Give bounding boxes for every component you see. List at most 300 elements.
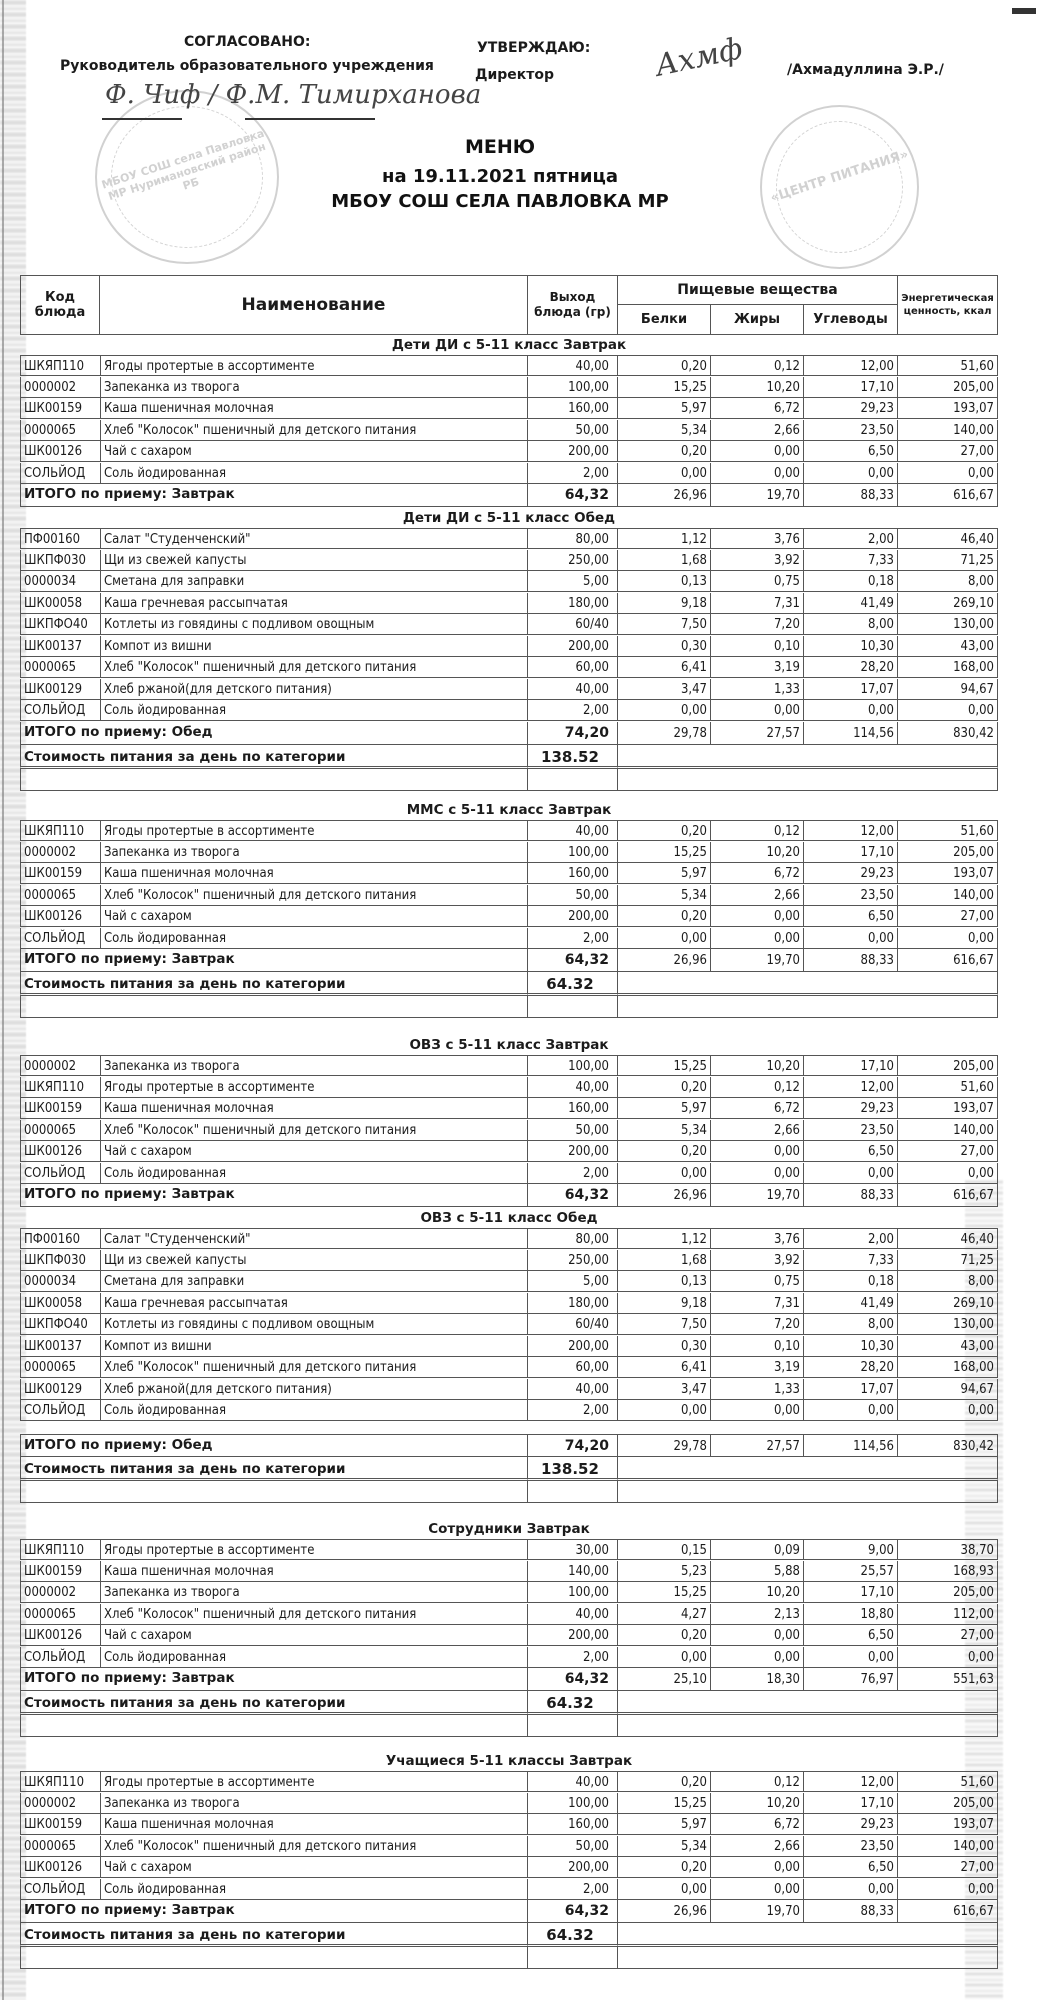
cell-e: 94,67 [897,1379,998,1400]
blank-cell [617,996,998,1018]
table-row [20,593,998,614]
cell-b: 0,20 [617,1857,710,1878]
cell-f: 0,00 [710,1141,803,1162]
cell-b: 15,25 [617,377,710,398]
table-row [20,1647,998,1668]
cell-b: 0,00 [617,700,710,721]
cost-value: 64.32 [527,1923,617,1947]
cell-code: 0000065 [20,657,100,678]
cell-name: Каша пшеничная молочная [100,1814,527,1835]
cell-b: 5,97 [617,1814,710,1835]
blank-row [20,996,998,1018]
cell-f: 10,20 [710,842,803,863]
cell-u: 12,00 [803,820,897,841]
cell-u: 17,10 [803,377,897,398]
cell-out: 80,00 [527,528,617,549]
cell-u: 2,00 [803,528,897,549]
cell-e: 71,25 [897,1250,998,1271]
table-row [20,1271,998,1292]
table-row [20,1400,998,1421]
cell-b: 5,34 [617,1836,710,1857]
cell-out: 40,00 [527,1379,617,1400]
cell-f: 0,00 [710,1647,803,1668]
cell-name: Соль йодированная [100,928,527,949]
cell-out: 2,00 [527,1647,617,1668]
cell-e: 0,00 [897,463,998,484]
cell-u: 29,23 [803,863,897,884]
cell-e: 46,40 [897,1228,998,1249]
table-row [20,1857,998,1878]
cell-name: Каша гречневая рассыпчатая [100,1293,527,1314]
cost-row [20,1923,998,1947]
cell-b: 0,30 [617,1336,710,1357]
section-title: Сотрудники Завтрак [428,1521,590,1537]
total-f: 27,57 [710,722,803,745]
table-row [20,550,998,571]
cell-b: 0,20 [617,1077,710,1098]
catering-stamp: «ЦЕНТР ПИТАНИЯ» [760,105,919,269]
table-row [20,571,998,592]
cell-e: 0,00 [897,1163,998,1184]
cell-f: 6,72 [710,863,803,884]
cell-name: Соль йодированная [100,1163,527,1184]
cost-label: Стоимость питания за день по категории [20,1691,527,1715]
cost-value: 138.52 [527,1457,617,1481]
cell-out: 160,00 [527,1098,617,1119]
cell-b: 0,15 [617,1539,710,1560]
table-row [20,928,998,949]
total-out: 74,20 [527,722,617,745]
table-row [20,1077,998,1098]
cell-b: 0,13 [617,1271,710,1292]
total-label: ИТОГО по приему: Завтрак [20,949,527,972]
cell-f: 0,75 [710,1271,803,1292]
total-row [20,1668,998,1691]
cell-name: Соль йодированная [100,700,527,721]
total-e: 551,63 [897,1668,998,1691]
total-row [20,1184,998,1207]
cell-out: 50,00 [527,420,617,441]
cell-name: Хлеб "Колосок" пшеничный для детского питания [100,1604,527,1625]
cell-u: 8,00 [803,1314,897,1335]
table-row [20,1771,998,1792]
cell-e: 112,00 [897,1604,998,1625]
cell-code: ШКЯП110 [20,355,100,376]
blank-cell [527,1481,617,1503]
cell-u: 8,00 [803,614,897,635]
cost-value: 64.32 [527,1691,617,1715]
cell-out: 160,00 [527,398,617,419]
cell-out: 160,00 [527,863,617,884]
blank-cell [20,1715,527,1737]
cell-e: 27,00 [897,441,998,462]
cell-code: СОЛЬЙОД [20,463,100,484]
cell-u: 23,50 [803,885,897,906]
cell-e: 140,00 [897,1120,998,1141]
cell-f: 0,00 [710,1400,803,1421]
cell-b: 7,50 [617,614,710,635]
cell-code: ШКЯП110 [20,820,100,841]
cell-u: 0,00 [803,928,897,949]
cell-out: 50,00 [527,885,617,906]
cell-code: ШКПФ030 [20,550,100,571]
cost-value: 64.32 [527,972,617,996]
cell-u: 17,07 [803,1379,897,1400]
header-name: Наименование [99,275,528,335]
table-row [20,1098,998,1119]
table-row [20,1836,998,1857]
table-row [20,355,998,376]
cell-b: 0,20 [617,355,710,376]
cell-u: 7,33 [803,550,897,571]
cell-code: 0000065 [20,1120,100,1141]
cell-f: 7,31 [710,1293,803,1314]
cost-row [20,972,998,996]
cell-name: Соль йодированная [100,1400,527,1421]
total-out: 74,20 [527,1434,617,1457]
cell-name: Чай с сахаром [100,441,527,462]
cell-name: Соль йодированная [100,1879,527,1900]
cell-e: 51,60 [897,820,998,841]
cell-code: 0000002 [20,1793,100,1814]
header-output: Выход блюда (гр) [527,275,618,335]
blank-cell [20,1947,527,1969]
cell-out: 2,00 [527,1163,617,1184]
cell-e: 193,07 [897,863,998,884]
cell-u: 12,00 [803,1077,897,1098]
header-energy: Энергетическая ценность, ккал [897,275,998,335]
blank-row [20,769,998,791]
total-f: 18,30 [710,1668,803,1691]
cell-u: 6,50 [803,906,897,927]
cell-out: 80,00 [527,1228,617,1249]
cell-name: Хлеб ржаной(для детского питания) [100,679,527,700]
table-row [20,1814,998,1835]
cell-name: Хлеб "Колосок" пшеничный для детского питания [100,1357,527,1378]
cell-f: 0,10 [710,636,803,657]
blank-row [20,1715,998,1737]
cell-name: Чай с сахаром [100,906,527,927]
section-title: ММС с 5-11 класс Завтрак [406,802,612,818]
total-b: 26,96 [617,484,710,507]
cell-name: Щи из свежей капусты [100,1250,527,1271]
table-row [20,863,998,884]
cell-e: 205,00 [897,377,998,398]
blank-cell [20,1481,527,1503]
cell-b: 3,47 [617,679,710,700]
cost-row [20,745,998,769]
cell-f: 0,75 [710,571,803,592]
cell-e: 193,07 [897,1814,998,1835]
cell-name: Хлеб "Колосок" пшеничный для детского питания [100,420,527,441]
cell-u: 2,00 [803,1228,897,1249]
cell-e: 94,67 [897,679,998,700]
cell-out: 60,00 [527,657,617,678]
cell-f: 7,20 [710,1314,803,1335]
cell-f: 3,92 [710,550,803,571]
cell-name: Котлеты из говядины с подливом овощным [100,1314,527,1335]
cell-b: 5,34 [617,885,710,906]
cell-f: 3,19 [710,1357,803,1378]
header-code: Код блюда [20,275,100,335]
total-out: 64,32 [527,1184,617,1207]
cell-code: СОЛЬЙОД [20,1879,100,1900]
total-b: 26,96 [617,949,710,972]
total-row [20,722,998,745]
cell-code: ШК00137 [20,636,100,657]
cell-u: 29,23 [803,398,897,419]
cell-name: Сметана для заправки [100,571,527,592]
cell-u: 0,00 [803,700,897,721]
table-row [20,1539,998,1560]
cell-out: 30,00 [527,1539,617,1560]
cell-u: 10,30 [803,1336,897,1357]
blank-row [20,1947,998,1969]
cell-name: Салат "Студенченский" [100,1228,527,1249]
cell-code: ШКПФ030 [20,1250,100,1271]
cell-e: 51,60 [897,355,998,376]
cell-code: 0000002 [20,377,100,398]
cell-e: 51,60 [897,1077,998,1098]
cost-row [20,1457,998,1481]
total-e: 616,67 [897,484,998,507]
cell-out: 40,00 [527,820,617,841]
cell-name: Компот из вишни [100,1336,527,1357]
total-row [20,949,998,972]
cell-e: 168,00 [897,1357,998,1378]
cell-f: 2,66 [710,1836,803,1857]
school-name: МБОУ СОШ СЕЛА ПАВЛОВКА МР [331,191,669,212]
table-row [20,820,998,841]
approver-name: /Ахмадуллина Э.Р./ [787,62,944,78]
cell-f: 0,00 [710,1625,803,1646]
cell-f: 0,00 [710,700,803,721]
cell-e: 0,00 [897,1879,998,1900]
table-row [20,1561,998,1582]
cell-name: Каша гречневая рассыпчатая [100,593,527,614]
cell-f: 2,66 [710,885,803,906]
cell-f: 2,13 [710,1604,803,1625]
table-row [20,842,998,863]
cell-name: Запеканка из творога [100,377,527,398]
cell-e: 27,00 [897,1141,998,1162]
cell-f: 0,00 [710,906,803,927]
cell-b: 7,50 [617,1314,710,1335]
cell-b: 5,97 [617,398,710,419]
cell-code: СОЛЬЙОД [20,700,100,721]
cell-code: ШК00058 [20,1293,100,1314]
cell-out: 100,00 [527,377,617,398]
cell-out: 100,00 [527,1582,617,1603]
approve-label: УТВЕРЖДАЮ: [477,40,591,56]
section-title: ОВЗ с 5-11 класс Обед [420,1210,598,1226]
cell-u: 41,49 [803,593,897,614]
table-row [20,1228,998,1249]
cell-f: 0,12 [710,355,803,376]
cell-code: 0000034 [20,1271,100,1292]
agreed-signature: Ф. Чиф / Ф.М. Тимирханова [105,80,482,110]
table-row [20,1582,998,1603]
total-label: ИТОГО по приему: Завтрак [20,1668,527,1691]
cell-code: ШК00129 [20,1379,100,1400]
cell-e: 0,00 [897,1647,998,1668]
cell-out: 250,00 [527,1250,617,1271]
table-row [20,636,998,657]
blank-cell [617,1947,998,1969]
cell-name: Чай с сахаром [100,1141,527,1162]
cell-out: 40,00 [527,355,617,376]
cell-name: Соль йодированная [100,1647,527,1668]
cell-code: ШК00126 [20,441,100,462]
cell-u: 12,00 [803,355,897,376]
cell-name: Щи из свежей капусты [100,550,527,571]
header-proteins: Белки [617,304,711,335]
cell-name: Хлеб "Колосок" пшеничный для детского питания [100,657,527,678]
cell-code: СОЛЬЙОД [20,1400,100,1421]
cell-f: 6,72 [710,398,803,419]
cell-out: 140,00 [527,1561,617,1582]
cell-b: 6,41 [617,1357,710,1378]
header-fats: Жиры [710,304,804,335]
table-row [20,1879,998,1900]
cell-e: 168,93 [897,1561,998,1582]
signature-line [102,118,182,120]
cell-code: ШК00159 [20,1098,100,1119]
cell-e: 46,40 [897,528,998,549]
cell-code: 0000065 [20,1357,100,1378]
cell-code: ПФ00160 [20,1228,100,1249]
total-label: ИТОГО по приему: Обед [20,722,527,745]
cell-u: 0,18 [803,1271,897,1292]
school-stamp: МБОУ СОШ села Павловка МР Нуримановский район РБ [95,90,279,264]
cell-code: 0000065 [20,885,100,906]
cell-out: 100,00 [527,842,617,863]
total-f: 19,70 [710,949,803,972]
agreed-role: Руководитель образовательного учреждения [60,58,434,74]
cell-f: 0,00 [710,928,803,949]
cell-f: 3,76 [710,528,803,549]
cell-b: 0,20 [617,1771,710,1792]
blank-cell [617,1481,998,1503]
total-f: 19,70 [710,1900,803,1923]
cell-out: 2,00 [527,463,617,484]
cell-code: 0000034 [20,571,100,592]
total-u: 88,33 [803,484,897,507]
table-row [20,906,998,927]
cell-u: 18,80 [803,1604,897,1625]
table-row [20,1604,998,1625]
table-row [20,463,998,484]
cell-b: 1,12 [617,1228,710,1249]
cell-u: 0,00 [803,1879,897,1900]
total-label: ИТОГО по приему: Обед [20,1434,527,1457]
cell-out: 200,00 [527,906,617,927]
cell-e: 71,25 [897,550,998,571]
cell-b: 3,47 [617,1379,710,1400]
table-row [20,1336,998,1357]
cell-e: 140,00 [897,420,998,441]
total-e: 830,42 [897,1434,998,1457]
cell-e: 130,00 [897,1314,998,1335]
cell-f: 0,00 [710,1857,803,1878]
cell-u: 17,10 [803,1793,897,1814]
table-row [20,657,998,678]
total-u: 88,33 [803,1900,897,1923]
header-carbs: Углеводы [803,304,898,335]
cell-f: 0,12 [710,1771,803,1792]
table-row [20,1793,998,1814]
table-row [20,398,998,419]
cell-e: 269,10 [897,1293,998,1314]
cell-out: 2,00 [527,1400,617,1421]
blank-cell [527,996,617,1018]
cell-code: ШК00159 [20,1561,100,1582]
cell-e: 0,00 [897,700,998,721]
table-row [20,528,998,549]
cost-value: 138.52 [527,745,617,769]
cell-out: 50,00 [527,1836,617,1857]
cell-u: 12,00 [803,1771,897,1792]
cell-code: ШК00126 [20,906,100,927]
cell-u: 6,50 [803,1141,897,1162]
cell-code: ШКПФО40 [20,614,100,635]
cell-name: Запеканка из творога [100,842,527,863]
cell-code: 0000002 [20,1055,100,1076]
total-row [20,1434,998,1457]
table-row [20,885,998,906]
cell-code: ШК00126 [20,1857,100,1878]
cell-b: 0,30 [617,636,710,657]
cell-e: 193,07 [897,1098,998,1119]
cell-code: ШК00126 [20,1141,100,1162]
total-b: 26,96 [617,1184,710,1207]
scan-corner-mark [1012,8,1036,14]
cell-f: 7,20 [710,614,803,635]
cell-code: 0000065 [20,420,100,441]
cell-u: 28,20 [803,1357,897,1378]
cell-b: 5,34 [617,420,710,441]
total-out: 64,32 [527,484,617,507]
cell-f: 6,72 [710,1098,803,1119]
total-u: 88,33 [803,1184,897,1207]
cell-code: ШКЯП110 [20,1077,100,1098]
cell-u: 25,57 [803,1561,897,1582]
cell-code: 0000002 [20,842,100,863]
blank-cell [20,769,527,791]
cell-name: Запеканка из творога [100,1582,527,1603]
cell-u: 17,10 [803,1055,897,1076]
blank-cell [527,769,617,791]
signature-line [245,118,375,120]
cell-f: 0,12 [710,1077,803,1098]
cell-name: Хлеб "Колосок" пшеничный для детского питания [100,885,527,906]
cell-b: 0,20 [617,1141,710,1162]
cell-u: 6,50 [803,1625,897,1646]
blank-cell [20,996,527,1018]
cell-f: 0,00 [710,441,803,462]
total-b: 29,78 [617,1434,710,1457]
cell-e: 269,10 [897,593,998,614]
cell-f: 0,00 [710,1163,803,1184]
cell-out: 200,00 [527,1336,617,1357]
total-f: 19,70 [710,484,803,507]
cell-name: Салат "Студенченский" [100,528,527,549]
cell-code: 0000065 [20,1604,100,1625]
total-f: 19,70 [710,1184,803,1207]
cell-b: 0,00 [617,463,710,484]
menu-title: МЕНЮ [464,136,536,158]
cell-f: 10,20 [710,377,803,398]
